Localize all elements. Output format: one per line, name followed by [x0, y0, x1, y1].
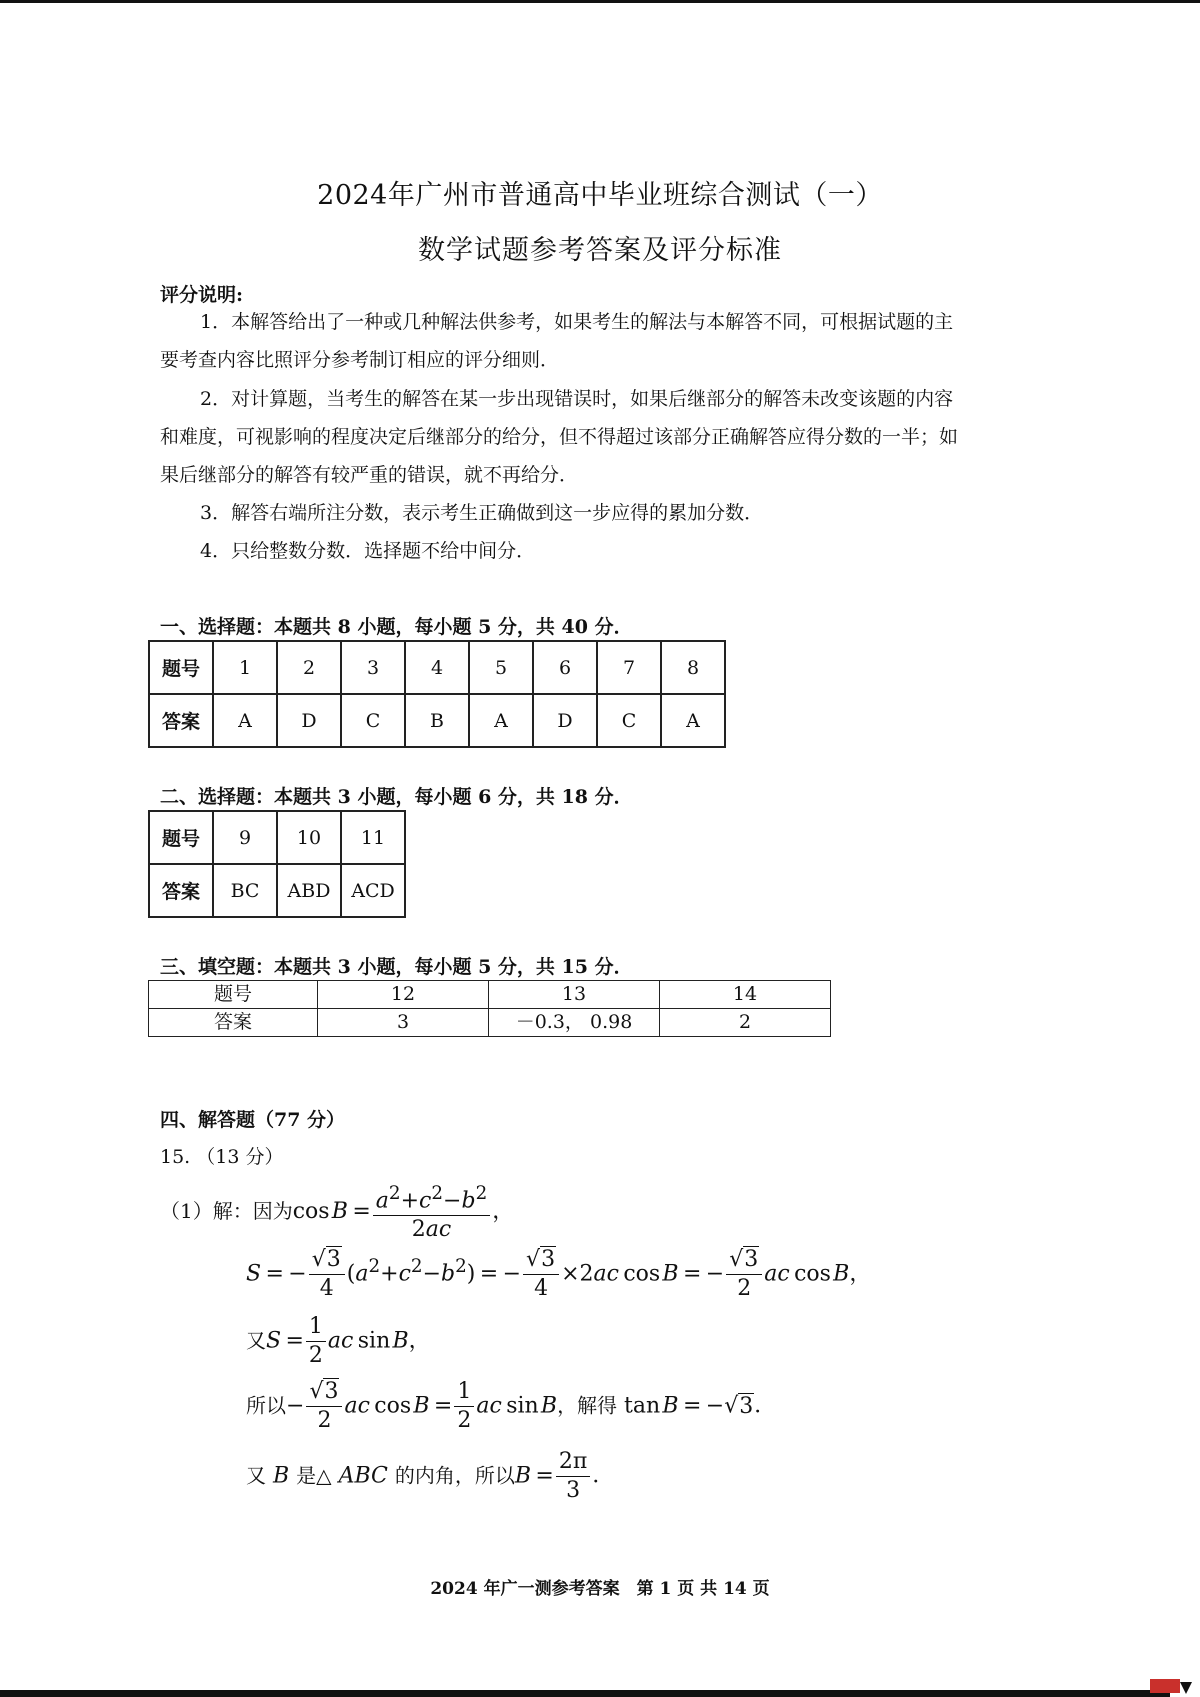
- row-label-question: 题号: [149, 981, 318, 1009]
- document-subtitle: 数学试题参考答案及评分标准: [418, 235, 782, 266]
- answer-cell: A: [213, 694, 277, 747]
- question-number: 10: [277, 811, 341, 864]
- question-number: 4: [405, 641, 469, 694]
- page-top-rule: [0, 0, 1200, 3]
- notes-heading: 评分说明:: [160, 284, 244, 306]
- solution-line-2: S = − $\frac{√3}{4}$ $(a^2+c^2-b^2)$ = − $\frac{√3}{4}$ ×2ac cos B = − $\frac{√3}{2}$ ac cos B，: [246, 1247, 872, 1301]
- question-number: 2: [277, 641, 341, 694]
- solution-line-3: 又S = $\frac{1}{2}$ ac sin B，: [246, 1314, 431, 1368]
- answer-cell: ACD: [341, 864, 405, 917]
- corner-triangle-icon: [1180, 1682, 1192, 1694]
- inner-angle-label: 的内角，所以: [394, 1463, 515, 1488]
- corner-watermark: [1150, 1679, 1180, 1693]
- answer-cell: 2: [660, 1009, 831, 1037]
- row-label-answer: 答案: [149, 1009, 318, 1037]
- answer-cell: C: [341, 694, 405, 747]
- question-number: 9: [213, 811, 277, 864]
- b-is-label: 是△: [296, 1463, 332, 1488]
- section-3-heading: 三、填空题：本题共 3 小题，每小题 5 分，共 15 分．: [160, 956, 633, 978]
- table-row: [149, 694, 725, 747]
- table-row: [149, 641, 725, 694]
- solution-prefix: （1）解：因为: [160, 1199, 293, 1224]
- row-label-answer: 答案: [149, 864, 213, 917]
- section-2-heading: 二、选择题：本题共 3 小题，每小题 6 分，共 18 分．: [160, 786, 633, 808]
- table-row: [149, 981, 831, 1009]
- section-2-answer-table: [148, 810, 406, 918]
- question-15-label: 15. （13 分）: [160, 1146, 284, 1168]
- answer-cell: B: [405, 694, 469, 747]
- answer-cell: A: [469, 694, 533, 747]
- note-2-line-1: 2．对计算题，当考生的解答在某一步出现错误时，如果后继部分的解答未改变该题的内容: [200, 388, 954, 410]
- note-1-line-2: 要考查内容比照评分参考制订相应的评分细则．: [160, 349, 560, 371]
- page-footer: 2024 年广一测参考答案 第 1 页 共 14 页: [430, 1579, 770, 1599]
- question-number: 7: [597, 641, 661, 694]
- answer-cell: C: [597, 694, 661, 747]
- table-row: [149, 1009, 831, 1037]
- answer-cell: A: [661, 694, 725, 747]
- section-1-answer-table: [148, 640, 726, 748]
- note-4: 4．只给整数分数．选择题不给中间分．: [200, 540, 536, 562]
- document-title: 2024年广州市普通高中毕业班综合测试（一）: [317, 180, 883, 211]
- question-number: 11: [341, 811, 405, 864]
- question-number: 13: [489, 981, 660, 1009]
- row-label-question: 题号: [149, 811, 213, 864]
- section-4-heading: 四、解答题（77 分）: [160, 1109, 346, 1131]
- also-label: 又: [246, 1328, 266, 1353]
- answer-cell: D: [277, 694, 341, 747]
- note-2-line-2: 和难度，可视影响的程度决定后继部分的给分，但不得超过该部分正确解答应得分数的一半；如: [160, 426, 959, 448]
- solution-line-4: 所以− $\frac{√3}{2}$ ac cos B = $\frac{1}{2}$ ac sin B，解得 tan B = −√3．: [246, 1379, 777, 1433]
- answer-cell: D: [533, 694, 597, 747]
- note-1-line-1: 1．本解答给出了一种或几种解法供参考，如果考生的解法与本解答不同，可根据试题的主: [200, 311, 954, 333]
- answer-cell: ABD: [277, 864, 341, 917]
- question-number: 14: [660, 981, 831, 1009]
- answer-cell: －0.3， 0.98: [489, 1009, 660, 1037]
- table-row: [149, 811, 405, 864]
- section-1-heading: 一、选择题：本题共 8 小题，每小题 5 分，共 40 分．: [160, 616, 633, 638]
- answer-cell: 3: [318, 1009, 489, 1037]
- question-number: 12: [318, 981, 489, 1009]
- question-number: 8: [661, 641, 725, 694]
- so-label: 所以: [246, 1393, 286, 1418]
- solve-label: ，解得: [557, 1393, 618, 1418]
- solution-line-1: （1）解：因为cos B = $\frac{a^2+c^2-b^2}{2ac}$ ，: [160, 1180, 514, 1244]
- row-label-answer: 答案: [149, 694, 213, 747]
- table-row: [149, 864, 405, 917]
- question-number: 6: [533, 641, 597, 694]
- question-number: 5: [469, 641, 533, 694]
- note-3: 3．解答右端所注分数，表示考生正确做到这一步应得的累加分数．: [200, 502, 764, 524]
- question-number: 1: [213, 641, 277, 694]
- answer-cell: BC: [213, 864, 277, 917]
- solution-line-5: 又 B 是△ ABC 的内角，所以B = $\frac{2\pi}{3}$ ．: [246, 1449, 615, 1503]
- row-label-question: 题号: [149, 641, 213, 694]
- section-3-answer-table: [148, 980, 831, 1037]
- note-2-line-3: 果后继部分的解答有较严重的错误，就不再给分．: [160, 464, 579, 486]
- question-number: 3: [341, 641, 405, 694]
- page-bottom-rule: [0, 1690, 1170, 1697]
